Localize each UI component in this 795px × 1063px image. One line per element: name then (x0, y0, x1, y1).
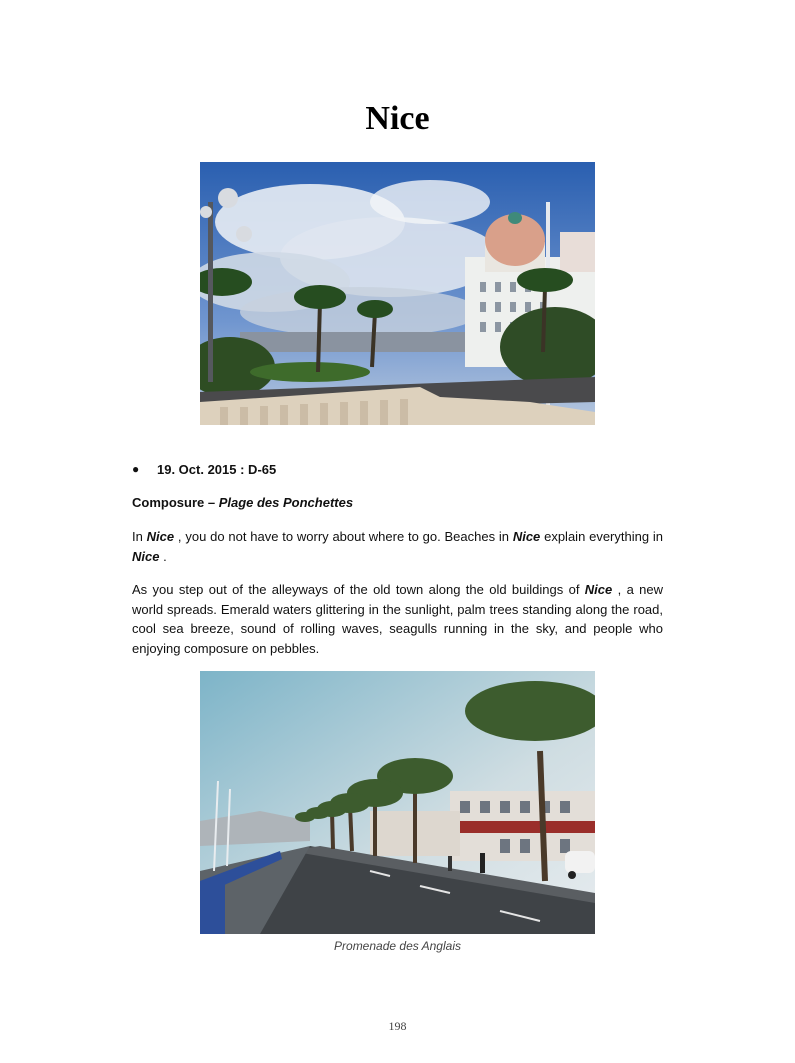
paragraph-1 (132, 527, 663, 566)
bullet-dot-icon: ● (132, 462, 140, 476)
para1-text: explain everything in (540, 529, 663, 544)
paragraph-2 (132, 580, 663, 658)
photo-caption: Promenade des Anglais (334, 939, 461, 953)
city-name: Nice (584, 582, 613, 597)
heading-prefix: Composure – (132, 495, 219, 510)
city-name: Nice (132, 548, 160, 564)
para2-text: , a new world spreads. Emerald waters glittering in the sunlight, palm trees standing along the road, cool sea breeze, sound of rolling waves, seagulls running in the sky, and people who enjoying composure on pebbles. (132, 582, 663, 656)
section-heading (132, 493, 663, 513)
para2-text: As you step out of the alleyways of the old town along the old buildings of (132, 582, 585, 597)
date-text: 19. Oct. 2015 : D-65 (157, 462, 277, 477)
para1-text: . (159, 548, 167, 564)
city-name: Nice (146, 529, 175, 544)
heading-place: Plage des Ponchettes (218, 495, 354, 510)
photo-promenade (200, 671, 595, 934)
city-name: Nice (512, 529, 541, 544)
para1-text: , you do not have to worry about where to go. Beaches in (174, 529, 513, 544)
para1-text: In (132, 529, 147, 544)
photo-hotel-negresco (200, 162, 595, 425)
page-title: Nice (365, 100, 430, 137)
page-number: 198 (388, 1019, 407, 1033)
